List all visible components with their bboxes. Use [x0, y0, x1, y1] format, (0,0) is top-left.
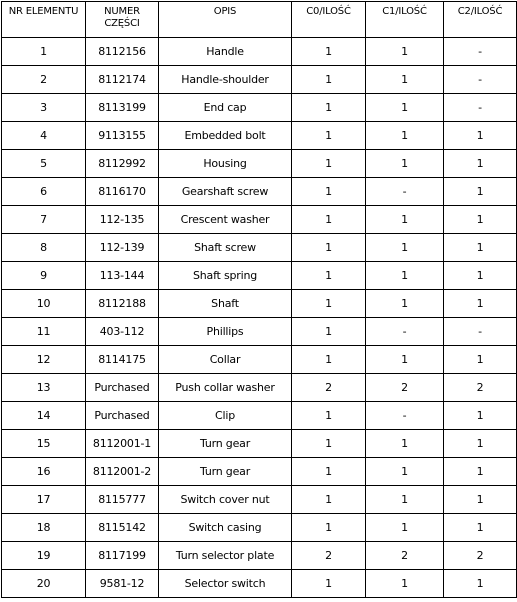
table-row: [2, 514, 517, 542]
cell-c0-quantity: 1: [292, 430, 366, 458]
header-c1-quantity: C1/ILOŚĆ: [366, 2, 444, 38]
cell-c2-quantity: 2: [444, 374, 517, 402]
cell-description: Shaft: [159, 290, 292, 318]
cell-item-number: 5: [2, 150, 86, 178]
cell-item-number: 14: [2, 402, 86, 430]
header-description: OPIS: [159, 2, 292, 38]
header-c0-quantity: C0/ILOŚĆ: [292, 2, 366, 38]
cell-c0-quantity: 1: [292, 514, 366, 542]
header-row: [2, 2, 517, 38]
cell-c1-quantity: -: [366, 178, 444, 206]
cell-part-number: 8117199: [86, 542, 159, 570]
cell-c0-quantity: 1: [292, 178, 366, 206]
cell-c2-quantity: -: [444, 318, 517, 346]
cell-c0-quantity: 1: [292, 346, 366, 374]
cell-c2-quantity: 1: [444, 150, 517, 178]
cell-c2-quantity: 1: [444, 514, 517, 542]
cell-c2-quantity: 1: [444, 402, 517, 430]
cell-part-number: 8112001-2: [86, 458, 159, 486]
cell-part-number: 8114175: [86, 346, 159, 374]
cell-description: Collar: [159, 346, 292, 374]
cell-c1-quantity: 1: [366, 570, 444, 598]
header-part-number-line1: NUMER: [104, 6, 140, 17]
cell-item-number: 15: [2, 430, 86, 458]
cell-description: Gearshaft screw: [159, 178, 292, 206]
cell-part-number: 113-144: [86, 262, 159, 290]
cell-part-number: 8115142: [86, 514, 159, 542]
cell-description: Shaft spring: [159, 262, 292, 290]
cell-c1-quantity: 1: [366, 94, 444, 122]
cell-item-number: 3: [2, 94, 86, 122]
table-row: [2, 318, 517, 346]
cell-part-number: 8112156: [86, 38, 159, 66]
cell-c2-quantity: 1: [444, 486, 517, 514]
cell-c0-quantity: 1: [292, 486, 366, 514]
cell-c0-quantity: 1: [292, 206, 366, 234]
cell-c0-quantity: 2: [292, 542, 366, 570]
cell-part-number: 8113199: [86, 94, 159, 122]
cell-description: Switch casing: [159, 514, 292, 542]
cell-item-number: 12: [2, 346, 86, 374]
cell-c1-quantity: 1: [366, 290, 444, 318]
cell-c2-quantity: 1: [444, 430, 517, 458]
cell-description: Embedded bolt: [159, 122, 292, 150]
cell-item-number: 7: [2, 206, 86, 234]
table-row: [2, 402, 517, 430]
table-row: [2, 38, 517, 66]
cell-c0-quantity: 1: [292, 234, 366, 262]
table-row: [2, 290, 517, 318]
cell-c0-quantity: 1: [292, 66, 366, 94]
cell-item-number: 6: [2, 178, 86, 206]
cell-c2-quantity: 1: [444, 234, 517, 262]
cell-part-number: Purchased: [86, 374, 159, 402]
cell-item-number: 16: [2, 458, 86, 486]
cell-item-number: 20: [2, 570, 86, 598]
cell-c1-quantity: 1: [366, 458, 444, 486]
cell-description: Turn gear: [159, 458, 292, 486]
cell-c2-quantity: -: [444, 94, 517, 122]
cell-c1-quantity: 1: [366, 346, 444, 374]
table-row: [2, 346, 517, 374]
cell-c2-quantity: 1: [444, 206, 517, 234]
cell-c1-quantity: 1: [366, 262, 444, 290]
cell-c2-quantity: 1: [444, 290, 517, 318]
cell-c1-quantity: 1: [366, 430, 444, 458]
cell-c0-quantity: 2: [292, 374, 366, 402]
cell-item-number: 9: [2, 262, 86, 290]
table-row: [2, 570, 517, 598]
cell-c0-quantity: 1: [292, 318, 366, 346]
header-part-number-line2: CZĘŚCI: [104, 18, 140, 29]
cell-c0-quantity: 1: [292, 290, 366, 318]
cell-c1-quantity: 1: [366, 66, 444, 94]
cell-c2-quantity: 1: [444, 570, 517, 598]
cell-c1-quantity: 1: [366, 514, 444, 542]
table-row: [2, 262, 517, 290]
cell-part-number: 403-112: [86, 318, 159, 346]
cell-description: Handle-shoulder: [159, 66, 292, 94]
cell-c1-quantity: 1: [366, 486, 444, 514]
cell-part-number: 9581-12: [86, 570, 159, 598]
cell-item-number: 10: [2, 290, 86, 318]
table-row: [2, 66, 517, 94]
cell-part-number: 8112188: [86, 290, 159, 318]
cell-description: Phillips: [159, 318, 292, 346]
cell-item-number: 13: [2, 374, 86, 402]
cell-description: Turn selector plate: [159, 542, 292, 570]
cell-part-number: Purchased: [86, 402, 159, 430]
cell-c1-quantity: 1: [366, 38, 444, 66]
cell-part-number: 112-139: [86, 234, 159, 262]
cell-c1-quantity: -: [366, 402, 444, 430]
table-row: [2, 542, 517, 570]
cell-item-number: 11: [2, 318, 86, 346]
cell-c0-quantity: 1: [292, 402, 366, 430]
bom-table: [1, 1, 517, 598]
cell-c0-quantity: 1: [292, 262, 366, 290]
cell-description: Switch cover nut: [159, 486, 292, 514]
cell-description: Shaft screw: [159, 234, 292, 262]
cell-c2-quantity: 2: [444, 542, 517, 570]
header-item-number: NR ELEMENTU: [2, 2, 86, 38]
cell-c2-quantity: 1: [444, 458, 517, 486]
header-part-number: [86, 2, 159, 38]
cell-c2-quantity: -: [444, 66, 517, 94]
cell-description: Crescent washer: [159, 206, 292, 234]
cell-description: Housing: [159, 150, 292, 178]
cell-item-number: 4: [2, 122, 86, 150]
table-row: [2, 206, 517, 234]
cell-c1-quantity: 2: [366, 374, 444, 402]
cell-description: Selector switch: [159, 570, 292, 598]
cell-description: Push collar washer: [159, 374, 292, 402]
cell-part-number: 112-135: [86, 206, 159, 234]
cell-c2-quantity: 1: [444, 346, 517, 374]
cell-item-number: 2: [2, 66, 86, 94]
cell-c1-quantity: 1: [366, 150, 444, 178]
header-c2-quantity: C2/ILOŚĆ: [444, 2, 517, 38]
table-row: [2, 458, 517, 486]
cell-item-number: 17: [2, 486, 86, 514]
table-row: [2, 234, 517, 262]
cell-c0-quantity: 1: [292, 38, 366, 66]
cell-c2-quantity: 1: [444, 262, 517, 290]
cell-c1-quantity: -: [366, 318, 444, 346]
table-row: [2, 486, 517, 514]
cell-c1-quantity: 1: [366, 122, 444, 150]
cell-description: Turn gear: [159, 430, 292, 458]
cell-c2-quantity: 1: [444, 122, 517, 150]
cell-c1-quantity: 2: [366, 542, 444, 570]
cell-item-number: 19: [2, 542, 86, 570]
cell-part-number: 9113155: [86, 122, 159, 150]
cell-part-number: 8115777: [86, 486, 159, 514]
cell-description: Clip: [159, 402, 292, 430]
cell-c0-quantity: 1: [292, 570, 366, 598]
cell-part-number: 8112001-1: [86, 430, 159, 458]
cell-description: End cap: [159, 94, 292, 122]
cell-c2-quantity: 1: [444, 178, 517, 206]
cell-c0-quantity: 1: [292, 458, 366, 486]
cell-item-number: 18: [2, 514, 86, 542]
table-row: [2, 178, 517, 206]
cell-item-number: 1: [2, 38, 86, 66]
cell-c2-quantity: -: [444, 38, 517, 66]
table-row: [2, 374, 517, 402]
cell-item-number: 8: [2, 234, 86, 262]
table-row: [2, 430, 517, 458]
table-row: [2, 150, 517, 178]
cell-c1-quantity: 1: [366, 234, 444, 262]
table-row: [2, 94, 517, 122]
cell-c0-quantity: 1: [292, 94, 366, 122]
table-body: [2, 38, 517, 598]
cell-part-number: 8112174: [86, 66, 159, 94]
cell-part-number: 8116170: [86, 178, 159, 206]
table-header: [2, 2, 517, 38]
cell-description: Handle: [159, 38, 292, 66]
cell-part-number: 8112992: [86, 150, 159, 178]
cell-c1-quantity: 1: [366, 206, 444, 234]
cell-c0-quantity: 1: [292, 150, 366, 178]
cell-c0-quantity: 1: [292, 122, 366, 150]
table-row: [2, 122, 517, 150]
